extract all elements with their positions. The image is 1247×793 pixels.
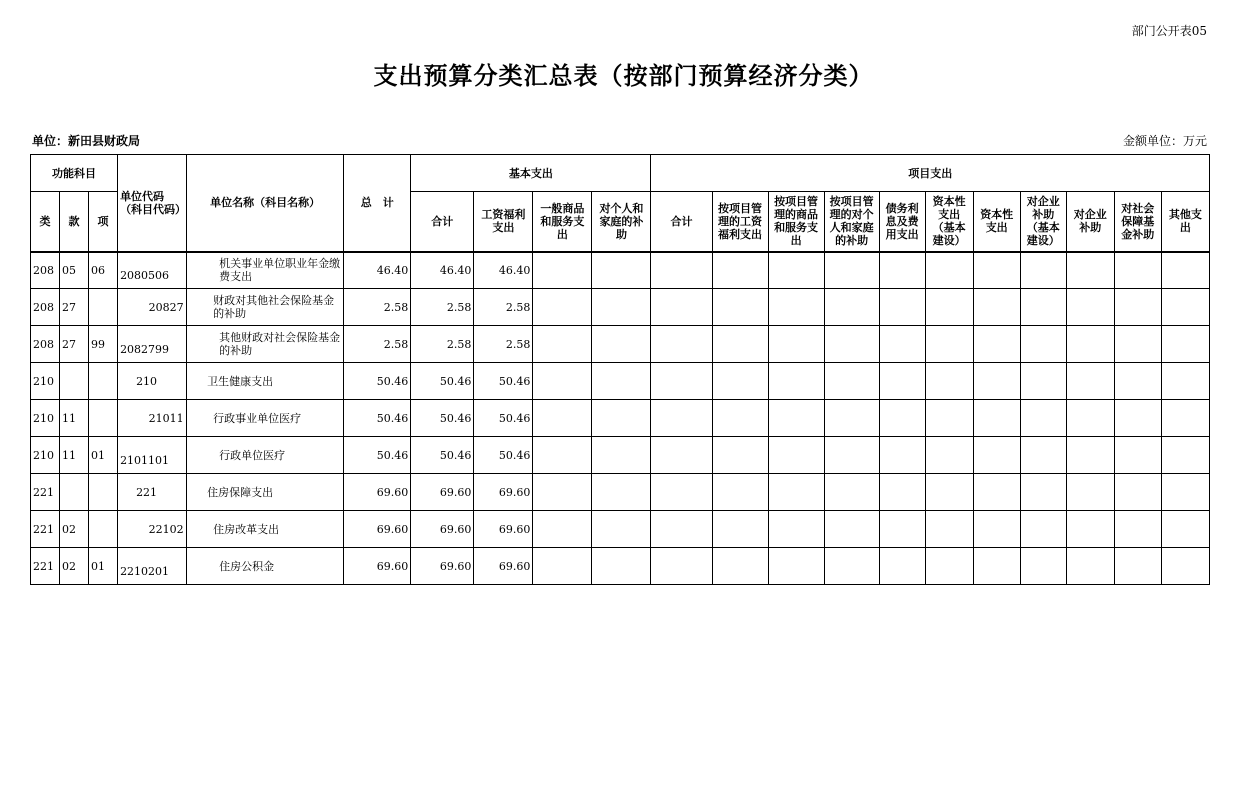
cell-empty: [1114, 437, 1161, 474]
cell-empty: [651, 400, 712, 437]
cell-xiang: 99: [89, 326, 118, 363]
cell-basic-total: 50.46: [411, 400, 474, 437]
cell-empty: [925, 474, 973, 511]
header-project-col: 按项目管理的工资福利支出: [712, 192, 768, 252]
cell-unit-code: 2080506: [118, 252, 187, 289]
cell-empty: [824, 252, 879, 289]
table-row: [31, 289, 1210, 326]
cell-empty: [712, 400, 768, 437]
cell-empty: [1066, 252, 1114, 289]
cell-empty: [1161, 326, 1209, 363]
cell-unit-name: [187, 511, 344, 548]
cell-total: 69.60: [344, 474, 411, 511]
cell-unit-code: 2101101: [118, 437, 187, 474]
cell-unit-name: [187, 548, 344, 585]
cell-empty: [533, 437, 592, 474]
unit-name-text: 住房公积金: [219, 559, 275, 573]
cell-empty: [973, 400, 1020, 437]
cell-empty: [712, 326, 768, 363]
cell-empty: [973, 326, 1020, 363]
cell-empty: [651, 363, 712, 400]
cell-empty: [1066, 363, 1114, 400]
cell-kuan: 11: [60, 437, 89, 474]
cell-basic-total: 50.46: [411, 437, 474, 474]
cell-empty: [768, 474, 824, 511]
cell-kuan: [60, 474, 89, 511]
cell-unit-name: [187, 289, 344, 326]
cell-empty: [533, 326, 592, 363]
cell-empty: [533, 289, 592, 326]
unit-name-text: 其他财政对社会保险基金的补助: [219, 331, 341, 357]
cell-empty: [592, 363, 651, 400]
cell-empty: [651, 548, 712, 585]
cell-xiang: [89, 400, 118, 437]
cell-empty: [925, 252, 973, 289]
cell-empty: [533, 474, 592, 511]
cell-empty: [1066, 326, 1114, 363]
header-project-col: 按项目管理的对个人和家庭的补助: [824, 192, 879, 252]
cell-total: 46.40: [344, 252, 411, 289]
cell-empty: [1114, 474, 1161, 511]
header-kuan: 款: [60, 192, 89, 252]
cell-empty: [1161, 474, 1209, 511]
cell-empty: [1020, 548, 1066, 585]
cell-basic-total: 2.58: [411, 326, 474, 363]
cell-unit-code: 21011: [118, 400, 187, 437]
cell-total: 50.46: [344, 400, 411, 437]
table-row: [31, 511, 1210, 548]
cell-empty: [592, 326, 651, 363]
cell-lei: 210: [31, 437, 60, 474]
cell-empty: [1066, 511, 1114, 548]
form-number: 部门公开表05: [1131, 24, 1207, 38]
cell-empty: [533, 548, 592, 585]
cell-empty: [973, 511, 1020, 548]
cell-empty: [973, 252, 1020, 289]
cell-empty: [879, 437, 925, 474]
cell-empty: [973, 289, 1020, 326]
table-row: [31, 474, 1210, 511]
cell-empty: [768, 511, 824, 548]
cell-empty: [1161, 252, 1209, 289]
cell-empty: [1020, 437, 1066, 474]
cell-empty: [651, 289, 712, 326]
cell-salary: 69.60: [474, 548, 533, 585]
cell-lei: 221: [31, 474, 60, 511]
cell-salary: 69.60: [474, 474, 533, 511]
cell-empty: [1114, 400, 1161, 437]
cell-xiang: [89, 474, 118, 511]
header-basic-expenditure: 基本支出: [411, 155, 651, 192]
cell-xiang: [89, 363, 118, 400]
cell-empty: [1066, 289, 1114, 326]
cell-empty: [925, 548, 973, 585]
cell-total: 50.46: [344, 437, 411, 474]
cell-kuan: 02: [60, 511, 89, 548]
cell-empty: [592, 548, 651, 585]
cell-lei: 221: [31, 548, 60, 585]
cell-empty: [712, 289, 768, 326]
cell-unit-name: [187, 400, 344, 437]
unit-name-text: 行政单位医疗: [219, 448, 286, 462]
cell-empty: [879, 289, 925, 326]
cell-unit-name: [187, 437, 344, 474]
cell-unit-name: [187, 363, 344, 400]
unit-name-text: 卫生健康支出: [207, 374, 274, 388]
header-xiang: 项: [89, 192, 118, 252]
cell-unit-code: 221: [118, 474, 187, 511]
cell-total: 69.60: [344, 511, 411, 548]
cell-empty: [1161, 363, 1209, 400]
cell-empty: [824, 289, 879, 326]
header-project-col: 资本性支出（基本建设）: [925, 192, 973, 252]
cell-kuan: 02: [60, 548, 89, 585]
cell-basic-total: 69.60: [411, 474, 474, 511]
cell-unit-code: 22102: [118, 511, 187, 548]
cell-empty: [879, 363, 925, 400]
cell-empty: [973, 548, 1020, 585]
cell-empty: [824, 363, 879, 400]
cell-salary: 2.58: [474, 289, 533, 326]
cell-salary: 50.46: [474, 437, 533, 474]
header-basic-col: 对个人和家庭的补助: [592, 192, 651, 252]
cell-empty: [1020, 252, 1066, 289]
cell-xiang: 01: [89, 437, 118, 474]
cell-empty: [592, 511, 651, 548]
cell-empty: [925, 511, 973, 548]
cell-empty: [973, 437, 1020, 474]
cell-total: 50.46: [344, 363, 411, 400]
cell-basic-total: 2.58: [411, 289, 474, 326]
cell-empty: [1020, 363, 1066, 400]
cell-empty: [925, 400, 973, 437]
header-project-col: 其他支出: [1161, 192, 1209, 252]
cell-total: 69.60: [344, 548, 411, 585]
cell-lei: 210: [31, 363, 60, 400]
cell-empty: [824, 511, 879, 548]
cell-empty: [592, 289, 651, 326]
cell-xiang: 01: [89, 548, 118, 585]
cell-lei: 210: [31, 400, 60, 437]
cell-total: 2.58: [344, 289, 411, 326]
cell-empty: [592, 400, 651, 437]
cell-empty: [651, 474, 712, 511]
cell-empty: [712, 548, 768, 585]
cell-empty: [1066, 474, 1114, 511]
cell-empty: [1020, 511, 1066, 548]
cell-empty: [1114, 326, 1161, 363]
unit-label: 单位：新田县财政局: [32, 134, 141, 148]
cell-unit-name: [187, 252, 344, 289]
cell-empty: [1161, 289, 1209, 326]
cell-unit-code: 2082799: [118, 326, 187, 363]
cell-kuan: 05: [60, 252, 89, 289]
cell-empty: [651, 326, 712, 363]
table-row: [31, 548, 1210, 585]
cell-salary: 50.46: [474, 363, 533, 400]
cell-empty: [1020, 400, 1066, 437]
cell-xiang: [89, 289, 118, 326]
cell-empty: [533, 252, 592, 289]
cell-empty: [592, 474, 651, 511]
cell-empty: [925, 289, 973, 326]
cell-empty: [712, 511, 768, 548]
header-func-subject: 功能科目: [31, 155, 118, 192]
cell-empty: [973, 363, 1020, 400]
cell-unit-code: 210: [118, 363, 187, 400]
unit-name-text: 住房改革支出: [213, 522, 280, 536]
header-project-col: 对企业补助（基本建设）: [1020, 192, 1066, 252]
cell-empty: [651, 252, 712, 289]
cell-empty: [1114, 289, 1161, 326]
cell-empty: [1114, 511, 1161, 548]
cell-empty: [1020, 474, 1066, 511]
cell-empty: [1066, 437, 1114, 474]
cell-basic-total: 50.46: [411, 363, 474, 400]
cell-empty: [768, 548, 824, 585]
cell-salary: 46.40: [474, 252, 533, 289]
cell-empty: [824, 474, 879, 511]
unit-name-text: 财政对其他社会保险基金的补助: [213, 294, 335, 320]
header-project-col: 对企业补助: [1066, 192, 1114, 252]
cell-empty: [973, 474, 1020, 511]
cell-empty: [1114, 252, 1161, 289]
cell-total: 2.58: [344, 326, 411, 363]
cell-empty: [592, 252, 651, 289]
unit-name-text: 机关事业单位职业年金缴费支出: [219, 257, 341, 284]
cell-lei: 208: [31, 252, 60, 289]
cell-salary: 2.58: [474, 326, 533, 363]
currency-unit-label: 金额单位：万元: [1122, 134, 1207, 148]
cell-empty: [1066, 548, 1114, 585]
cell-empty: [824, 548, 879, 585]
header-project-col: 对社会保障基金补助: [1114, 192, 1161, 252]
header-project-col: 按项目管理的商品和服务支出: [768, 192, 824, 252]
cell-empty: [1161, 511, 1209, 548]
unit-name-text: 行政事业单位医疗: [213, 411, 302, 425]
cell-empty: [925, 437, 973, 474]
table-row: [31, 326, 1210, 363]
cell-empty: [879, 326, 925, 363]
cell-empty: [1114, 548, 1161, 585]
cell-unit-name: [187, 474, 344, 511]
cell-unit-code: 2210201: [118, 548, 187, 585]
cell-kuan: 27: [60, 326, 89, 363]
cell-empty: [768, 400, 824, 437]
cell-basic-total: 69.60: [411, 511, 474, 548]
cell-empty: [768, 363, 824, 400]
cell-empty: [879, 400, 925, 437]
cell-xiang: [89, 511, 118, 548]
cell-empty: [712, 474, 768, 511]
cell-empty: [1161, 548, 1209, 585]
cell-lei: 208: [31, 289, 60, 326]
cell-empty: [879, 511, 925, 548]
table-row: [31, 400, 1210, 437]
cell-empty: [712, 363, 768, 400]
cell-empty: [879, 548, 925, 585]
cell-empty: [533, 363, 592, 400]
cell-empty: [1161, 437, 1209, 474]
table-row: [31, 437, 1210, 474]
budget-table: [30, 154, 1210, 585]
cell-empty: [1114, 363, 1161, 400]
cell-kuan: 11: [60, 400, 89, 437]
cell-empty: [768, 289, 824, 326]
cell-xiang: 06: [89, 252, 118, 289]
table-body: [31, 252, 1210, 585]
header-unit-name: 单位名称（科目名称）: [187, 155, 344, 252]
header-project-col: 合计: [651, 192, 712, 252]
header-project-expenditure: 项目支出: [651, 155, 1210, 192]
cell-basic-total: 46.40: [411, 252, 474, 289]
cell-empty: [824, 400, 879, 437]
cell-empty: [879, 474, 925, 511]
cell-empty: [1020, 326, 1066, 363]
cell-empty: [712, 437, 768, 474]
cell-empty: [592, 437, 651, 474]
cell-empty: [1161, 400, 1209, 437]
cell-empty: [1020, 289, 1066, 326]
header-basic-col: 工资福利支出: [474, 192, 533, 252]
cell-unit-name: [187, 326, 344, 363]
table-row: [31, 252, 1210, 289]
cell-empty: [651, 511, 712, 548]
cell-empty: [651, 437, 712, 474]
cell-empty: [879, 252, 925, 289]
cell-salary: 69.60: [474, 511, 533, 548]
cell-empty: [712, 252, 768, 289]
cell-empty: [824, 326, 879, 363]
header-total: 总 计: [344, 155, 411, 252]
header-lei: 类: [31, 192, 60, 252]
cell-kuan: 27: [60, 289, 89, 326]
cell-salary: 50.46: [474, 400, 533, 437]
cell-empty: [768, 252, 824, 289]
cell-lei: 221: [31, 511, 60, 548]
cell-empty: [925, 363, 973, 400]
cell-empty: [925, 326, 973, 363]
cell-empty: [533, 511, 592, 548]
header-project-col: 资本性支出: [973, 192, 1020, 252]
header-project-col: 债务利息及费用支出: [879, 192, 925, 252]
cell-kuan: [60, 363, 89, 400]
header-unit-code: 单位代码（科目代码）: [118, 155, 187, 252]
page-title: 支出预算分类汇总表（按部门预算经济分类）: [373, 62, 874, 90]
cell-lei: 208: [31, 326, 60, 363]
header-basic-col: 一般商品和服务支出: [533, 192, 592, 252]
cell-unit-code: 20827: [118, 289, 187, 326]
table-header: [31, 155, 1210, 252]
cell-empty: [768, 437, 824, 474]
cell-empty: [1066, 400, 1114, 437]
cell-empty: [824, 437, 879, 474]
cell-empty: [768, 326, 824, 363]
cell-empty: [533, 400, 592, 437]
unit-name-text: 住房保障支出: [207, 485, 274, 499]
header-basic-col: 合计: [411, 192, 474, 252]
table-row: [31, 363, 1210, 400]
cell-basic-total: 69.60: [411, 548, 474, 585]
